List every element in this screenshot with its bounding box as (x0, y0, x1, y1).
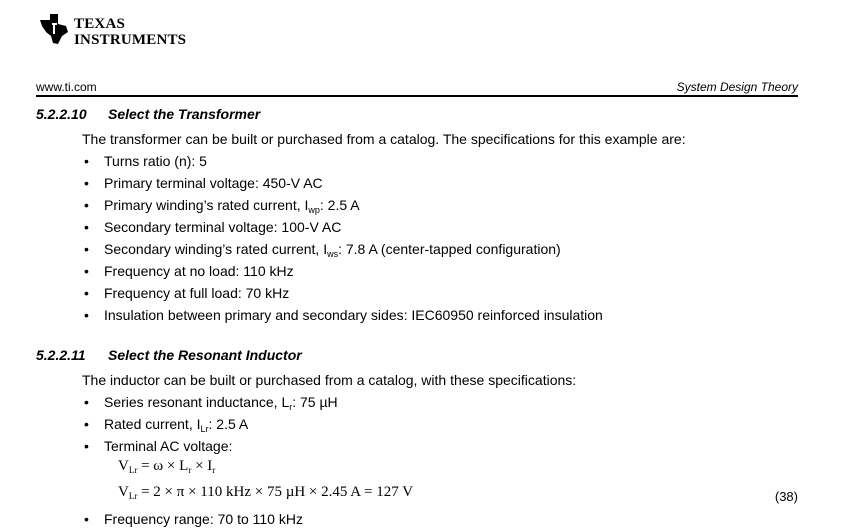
logo-line-1: TEXAS (74, 16, 126, 32)
equation-number: (38) (774, 489, 798, 504)
equation-terminal-voltage-value: $V_{Lr} = 2 \times \pi \times 110$ kHz × 75 µH × 2.45 A = 127 V (118, 484, 414, 501)
list-item: • Terminal AC voltage: (82, 435, 338, 457)
list-item: • Primary terminal voltage: 450-V AC (82, 172, 603, 194)
section-title: Select the Resonant Inductor (108, 347, 302, 363)
list-item: • Secondary winding’s rated current, $I_{ws}$: 7.8 A (center-tapped configuration) (82, 238, 603, 260)
logo-wordmark (74, 17, 186, 48)
list-item: • Frequency range: 70 to 110 kHz (82, 508, 303, 530)
ti-state-logo-icon (38, 12, 70, 46)
section-heading-resonant-inductor (36, 347, 302, 363)
list-item: • Secondary terminal voltage: 100-V AC (82, 216, 603, 238)
transformer-spec-list (82, 150, 603, 326)
list-item: • Primary winding’s rated current, $I_{wp}$: 2.5 A (82, 194, 603, 216)
equation-terminal-voltage-formula: $V_{Lr} = \omega \times L_r \times I_r$ (118, 458, 216, 475)
logo-line-2: INSTRUMENTS (74, 32, 187, 48)
list-item: • Frequency at no load: 110 kHz (82, 260, 603, 282)
section-number: 5.2.2.11 (36, 347, 86, 363)
ti-logo (38, 12, 198, 48)
section-number: 5.2.2.10 (36, 106, 87, 122)
list-item: • Frequency at full load: 70 kHz (82, 282, 603, 304)
inductor-spec-list (82, 391, 338, 457)
list-item: • Turns ratio (n): 5 (82, 150, 603, 172)
inductor-spec-list-continued (82, 508, 303, 530)
section-intro: The inductor can be built or purchased from a catalog, with these specifications: (82, 372, 577, 388)
section-title: Select the Transformer (108, 106, 261, 122)
section-intro: The transformer can be built or purchased from a catalog. The specifications for this example are: (82, 131, 686, 147)
list-item: • Series resonant inductance, $L_r$: 75 µH (82, 391, 338, 413)
header-rule (36, 95, 798, 97)
website-link[interactable]: www.ti.com (36, 80, 97, 94)
list-item: • Rated current, $I_{Lr}$: 2.5 A (82, 413, 338, 435)
section-heading-transformer (36, 106, 260, 122)
running-section-title: System Design Theory (676, 80, 798, 94)
list-item: • Insulation between primary and secondary sides: IEC60950 reinforced insulation (82, 304, 603, 326)
